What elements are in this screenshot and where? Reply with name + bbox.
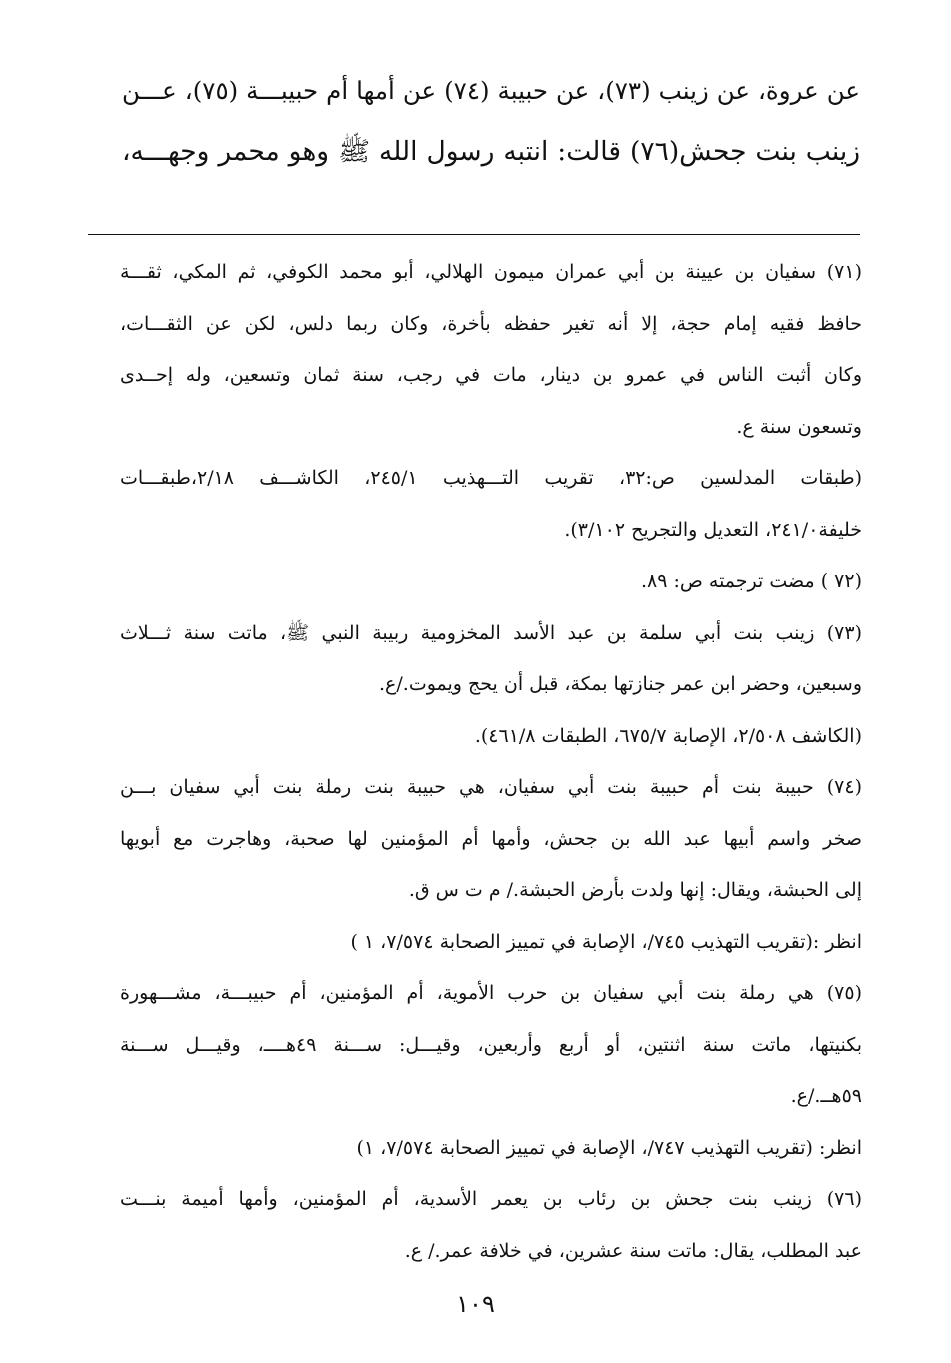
- footnotes: [120, 247, 862, 1277]
- footnote-separator: [88, 234, 860, 235]
- footnote-line: (طبقات المدلسين ص:٣٢، تقريب التـــهذيب ٢٤٥/١، الكاشـــف ٢/١٨،طبقـــات: [120, 467, 862, 489]
- footnote-line: حافظ فقيه إمام حجة، إلا أنه تغير حفظه بأخرة، وكان ربما دلس، لكن عن الثقـــات،: [120, 312, 862, 335]
- footnote-line: (٧٤) حبيبة بنت أم حبيبة بنت أبي سفيان، هي حبيبة بنت رملة بنت أبي سفيان بـــن: [120, 776, 862, 798]
- main-text-line: زينب بنت جحش(٧٦) قالت: انتبه رسول الله ﷺ وهو محمر وجهـــه،: [122, 136, 860, 167]
- footnote-line: ٥٩هــ./ع.: [790, 1085, 862, 1107]
- page-number: ١٠٩: [456, 1290, 495, 1318]
- footnote-line: (٧٢ ) مضت ترجمته ص: ٨٩.: [640, 570, 862, 592]
- main-text-line: عن عروة، عن زينب (٧٣)، عن حبيبة (٧٤) عن أمها أم حبيبـــة (٧٥)، عـــن: [122, 76, 861, 105]
- footnote-line: انظر :(تقريب التهذيب ٧٤٥/، الإصابة في تمييز الصحابة ٧/٥٧٤، ١ ): [350, 930, 862, 953]
- footnote-line: (٧٦) زينب بنت جحش بن رئاب بن يعمر الأسدية، أم المؤمنين، وأمها أميمة بنـــت: [120, 1188, 862, 1210]
- footnote-line: عبد المطلب، يقال: ماتت سنة عشرين، في خلافة عمر./ ع.: [404, 1239, 862, 1262]
- footnote-line: وسبعين، وحضر ابن عمر جنازتها بمكة، قبل أن يحج ويموت./ع.: [379, 673, 862, 695]
- footnote-line: صخر واسم أبيها عبد الله بن جحش، وأمها أم المؤمنين لها صحبة، وهاجرت مع أبويها: [120, 827, 862, 850]
- footnote-line: خليفة٢٤١/٠، التعديل والتجريح ٣/١٠٢).: [564, 518, 862, 541]
- footnote-line: وتسعون سنة ع.: [736, 415, 862, 438]
- footnote-line: (٧٣) زينب بنت أبي سلمة بن عبد الأسد المخزومية ربيبة النبي ﷺ، ماتت سنة ثـــلاث: [120, 621, 862, 644]
- footnote-line: (٧١) سفيان بن عيينة بن أبي عمران ميمون الهلالي، أبو محمد الكوفي، ثم المكي، ثقـــة: [120, 261, 862, 283]
- footnote-line: وكان أثبت الناس في عمرو بن دينار، مات في رجب، سنة ثمان وتسعين، وله إحــدى: [120, 364, 862, 386]
- footnote-line: (٧٥) هي رملة بنت أبي سفيان بن حرب الأموية، أم المؤمنين، أم حبيبـــة، مشـــهورة: [120, 982, 862, 1004]
- main-text: [122, 60, 860, 182]
- footnote-line: انظر: (تقريب التهذيب ٧٤٧/، الإصابة في تمييز الصحابة ٧/٥٧٤، ١): [356, 1136, 862, 1159]
- footnote-line: إلى الحبشة، ويقال: إنها ولدت بأرض الحبشة./ م ت س ق.: [408, 879, 862, 901]
- footnote-line: (الكاشف ٢/٥٠٨، الإصابة ٦٧٥/٧، الطبقات ٤٦١/٨).: [474, 724, 862, 747]
- footnote-line: بكنيتها، ماتت سنة اثنتين، أو أربع وأربعين، وقيـــل: ســـنة ٤٩هــــ، وقيـــل ســـنة: [120, 1033, 862, 1056]
